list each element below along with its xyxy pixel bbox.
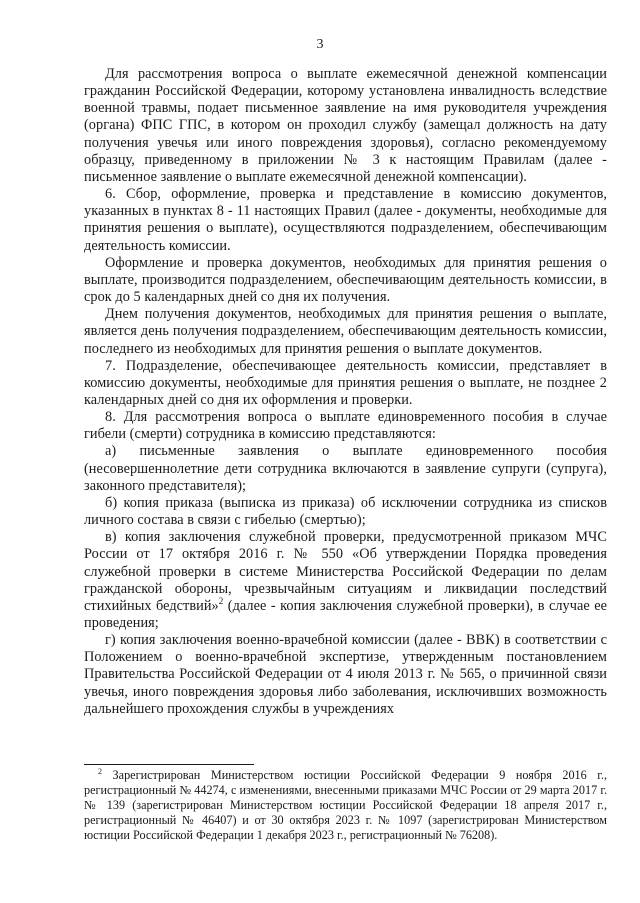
paragraph-item-8: 8. Для рассмотрения вопроса о выплате единовременного пособия в случае гибели (смерти) сотрудника в комиссию представляются: xyxy=(84,409,607,443)
paragraph-item-7: 7. Подразделение, обеспечивающее деятельность комиссии, представляет в комиссию документы, необходимые для принятия решения о выплате, не позднее 2 календарных дней со дня их оформления и проверки. xyxy=(84,357,607,408)
footnote-reference[interactable]: 2 xyxy=(218,596,224,607)
footnote-text: Зарегистрирован Министерством юстиции Российской Федерации 9 ноября 2016 г., регистрационный № 44274, с изменениями, внесенными приказами МЧС России от 29 марта 2017 г. № 139 (зарегистрирован Министерством юстиции Российской Федерации 18 апреля 2017 г., регистрационный № 46407) и от 30 октября 2023 г. № 1097 (зарегистрирован Министерством юстиции Российской Федерации 1 декабря 2023 г., регистрационный № 76208). xyxy=(84,768,607,843)
footnote xyxy=(84,768,607,843)
footnote-marker: 2 xyxy=(98,766,102,776)
paragraph-subitem-a: а) письменные заявления о выплате единовременного пособия (несовершеннолетние дети сотрудника включаются в заявление супруги (супруга), законного представителя); xyxy=(84,443,607,494)
page-number: 3 xyxy=(316,37,324,52)
document-body xyxy=(84,66,607,718)
subitem-v-text: в) копия заключения служебной проверки, предусмотренной приказом МЧС России от 17 октября 2016 г. № 550 «Об утверждении Порядка проведения служебной проверки в системе Министерства Российской Федерации по делам гражданской обороны, чрезвычайным ситуациям и ликвидации последствий стихийных бедствий» xyxy=(84,529,607,614)
paragraph-compensation-request: Для рассмотрения вопроса о выплате ежемесячной денежной компенсации гражданин Российской Федерации, которому установлена инвалидность вследствие военной травмы, подает письменное заявление на имя руководителя учреждения (органа) ФПС ГПС, в котором он проходил службу (замещал должность на дату получения увечья или иного повреждения здоровья), согласно рекомендуемому образцу, приведенному в приложении № 3 к настоящим Правилам (далее - письменное заявление о выплате ежемесячной денежной компенсации). xyxy=(84,66,607,185)
paragraph-document-check: Оформление и проверка документов, необходимых для принятия решения о выплате, производится подразделением, обеспечивающим деятельность комиссии, в срок до 5 календарных дней со дня их получения. xyxy=(84,254,607,306)
paragraph-subitem-v xyxy=(84,529,607,632)
footnote-divider xyxy=(84,764,254,765)
subitem-v-tail: (далее - копия заключения служебной проверки), в случае ее проведения; xyxy=(84,597,607,631)
paragraph-subitem-b: б) копия приказа (выписка из приказа) об исключении сотрудника из списков личного состава в связи с гибелью (смертью); xyxy=(84,494,607,529)
paragraph-item-6: 6. Сбор, оформление, проверка и представление в комиссию документов, указанных в пунктах 8 - 11 настоящих Правил (далее - документы, необходимые для принятия решения о выплате), осуществляются подразделением, обеспечивающим деятельность комиссии. xyxy=(84,186,607,254)
paragraph-subitem-g: г) копия заключения военно-врачебной комиссии (далее - ВВК) в соответствии с Положением о военно-врачебной экспертизе, утвержденным постановлением Правительства Российской Федерации от 4 июля 2013 г. № 565, о причинной связи увечья, иного повреждения здоровья либо заболевания, исключивших возможность дальнейшего прохождения службы в учреждениях xyxy=(84,632,607,717)
paragraph-receipt-day: Днем получения документов, необходимых для принятия решения о выплате, является день получения подразделением, обеспечивающим деятельность комиссии, последнего из необходимых для принятия решения о выплате документов. xyxy=(84,306,607,357)
